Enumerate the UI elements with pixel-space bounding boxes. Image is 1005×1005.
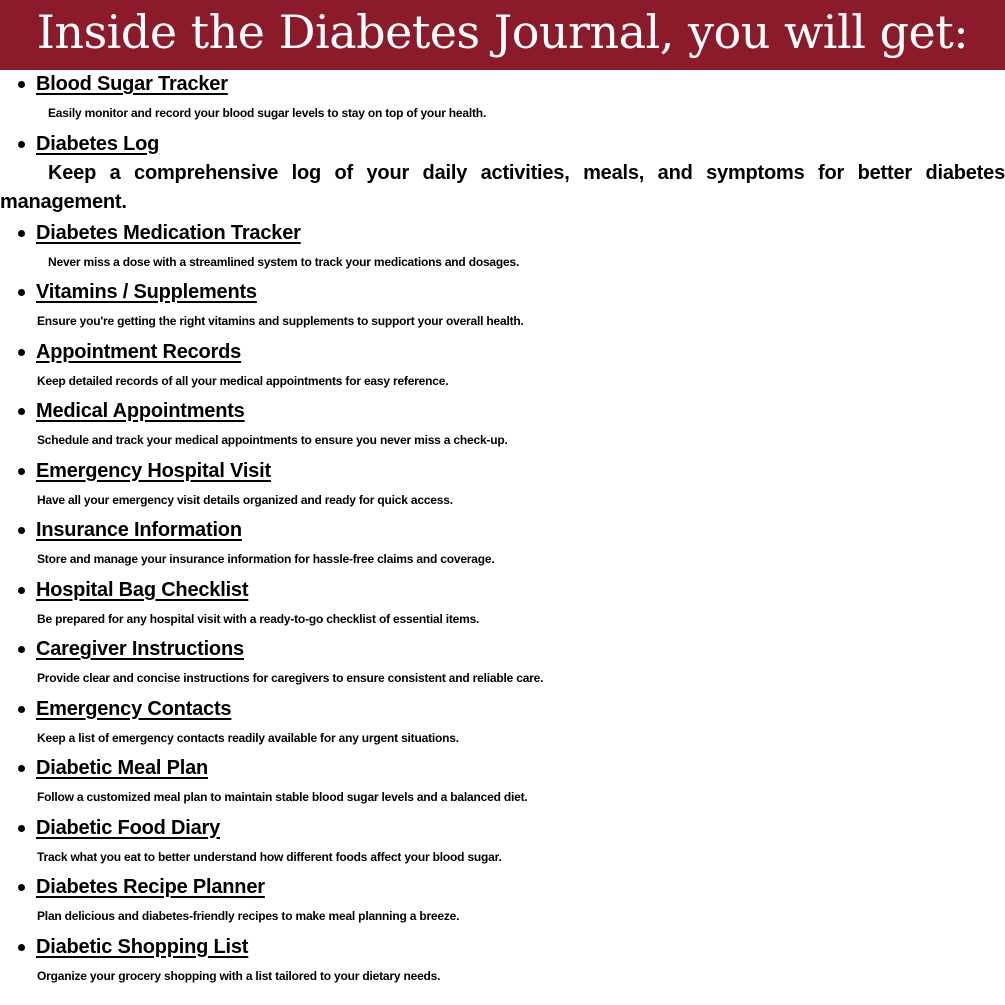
feature-title: Hospital Bag Checklist: [36, 578, 249, 601]
feature-title: Blood Sugar Tracker: [36, 73, 228, 95]
feature-title-line: [0, 933, 1005, 962]
feature-description: Schedule and track your medical appointments to ensure you never miss a check-up.: [37, 433, 508, 447]
bullet-icon: [18, 527, 25, 534]
list-item: [0, 219, 1005, 278]
bullet-icon: [18, 468, 25, 475]
feature-title: Emergency Hospital Visit: [36, 459, 271, 482]
list-item: [0, 635, 1005, 694]
bullet-icon: [18, 884, 25, 891]
list-item: [0, 130, 1005, 218]
bullet-icon: [18, 706, 25, 713]
feature-title: Diabetes Recipe Planner: [36, 876, 265, 898]
feature-description: Follow a customized meal plan to maintain stable blood sugar levels and a balanced diet.: [37, 790, 528, 804]
list-item: [0, 873, 1005, 932]
list-item: [0, 278, 1005, 337]
feature-title: Medical Appointments: [36, 400, 245, 422]
bullet-icon: [18, 289, 25, 296]
list-item: [0, 814, 1005, 873]
feature-description: Plan delicious and diabetes-friendly recipes to make meal planning a breeze.: [37, 909, 460, 923]
list-item: [0, 397, 1005, 456]
feature-description: Be prepared for any hospital visit with a ready-to-go checklist of essential items.: [37, 611, 480, 626]
feature-title-line: [0, 814, 1005, 843]
list-item: [0, 576, 1005, 635]
feature-description: Ensure you're getting the right vitamins and supplements to support your overall health.: [37, 314, 524, 328]
header-banner: [0, 0, 1005, 70]
feature-title-line: [0, 397, 1005, 426]
feature-description: Organize your grocery shopping with a list tailored to your dietary needs.: [37, 968, 441, 983]
feature-title: Diabetic Food Diary: [36, 816, 221, 839]
feature-title: Diabetic Shopping List: [36, 935, 249, 958]
feature-title-line: [0, 457, 1005, 486]
feature-title-line: [0, 754, 1005, 783]
list-item: [0, 933, 1005, 992]
page-title: Inside the Diabetes Journal, you will get:: [36, 5, 969, 59]
feature-description: Never miss a dose with a streamlined system to track your medications and dosages.: [48, 254, 520, 269]
list-item: [0, 754, 1005, 813]
feature-title: Insurance Information: [36, 519, 242, 541]
feature-title: Vitamins / Supplements: [36, 281, 257, 303]
feature-title-line: [0, 278, 1005, 307]
list-item: [0, 70, 1005, 129]
feature-title-line: [0, 338, 1005, 367]
bullet-icon: [18, 408, 25, 415]
feature-description: Keep a list of emergency contacts readily available for any urgent situations.: [37, 730, 459, 745]
feature-title: Diabetic Meal Plan: [36, 757, 209, 779]
bullet-icon: [18, 944, 25, 951]
feature-description: Track what you eat to better understand how different foods affect your blood sugar.: [37, 849, 502, 864]
feature-title-line: [0, 695, 1005, 724]
feature-title: Appointment Records: [36, 340, 242, 363]
bullet-icon: [18, 825, 25, 832]
bullet-icon: [18, 230, 25, 237]
list-item: [0, 695, 1005, 754]
bullet-icon: [18, 141, 25, 148]
feature-description: Provide clear and concise instructions for caregivers to ensure consistent and reliable care.: [37, 671, 544, 685]
feature-description: Keep a comprehensive log of your daily activities, meals, and symptoms for better diabetes management.: [0, 161, 1005, 213]
bullet-icon: [18, 765, 25, 772]
feature-title: Caregiver Instructions: [36, 638, 244, 660]
bullet-icon: [18, 587, 25, 594]
list-item: [0, 457, 1005, 516]
feature-title: Emergency Contacts: [36, 697, 232, 720]
feature-description: Keep detailed records of all your medical appointments for easy reference.: [37, 373, 449, 388]
list-item: [0, 338, 1005, 397]
feature-title-line: [0, 873, 1005, 902]
feature-title-line: [0, 70, 1005, 99]
feature-list: [0, 70, 1005, 992]
list-item: [0, 516, 1005, 575]
bullet-icon: [18, 646, 25, 653]
feature-title: Diabetes Log: [36, 132, 160, 155]
feature-title-line: [0, 635, 1005, 664]
bullet-icon: [18, 349, 25, 356]
feature-title-line: [0, 219, 1005, 248]
feature-description: Easily monitor and record your blood sugar levels to stay on top of your health.: [48, 106, 487, 120]
feature-description: Store and manage your insurance information for hassle-free claims and coverage.: [37, 552, 495, 566]
feature-title-line: [0, 576, 1005, 605]
feature-title-line: [0, 516, 1005, 545]
feature-title-line: [0, 130, 1005, 159]
feature-description: Have all your emergency visit details organized and ready for quick access.: [37, 492, 453, 507]
bullet-icon: [18, 81, 25, 88]
feature-title: Diabetes Medication Tracker: [36, 221, 301, 244]
